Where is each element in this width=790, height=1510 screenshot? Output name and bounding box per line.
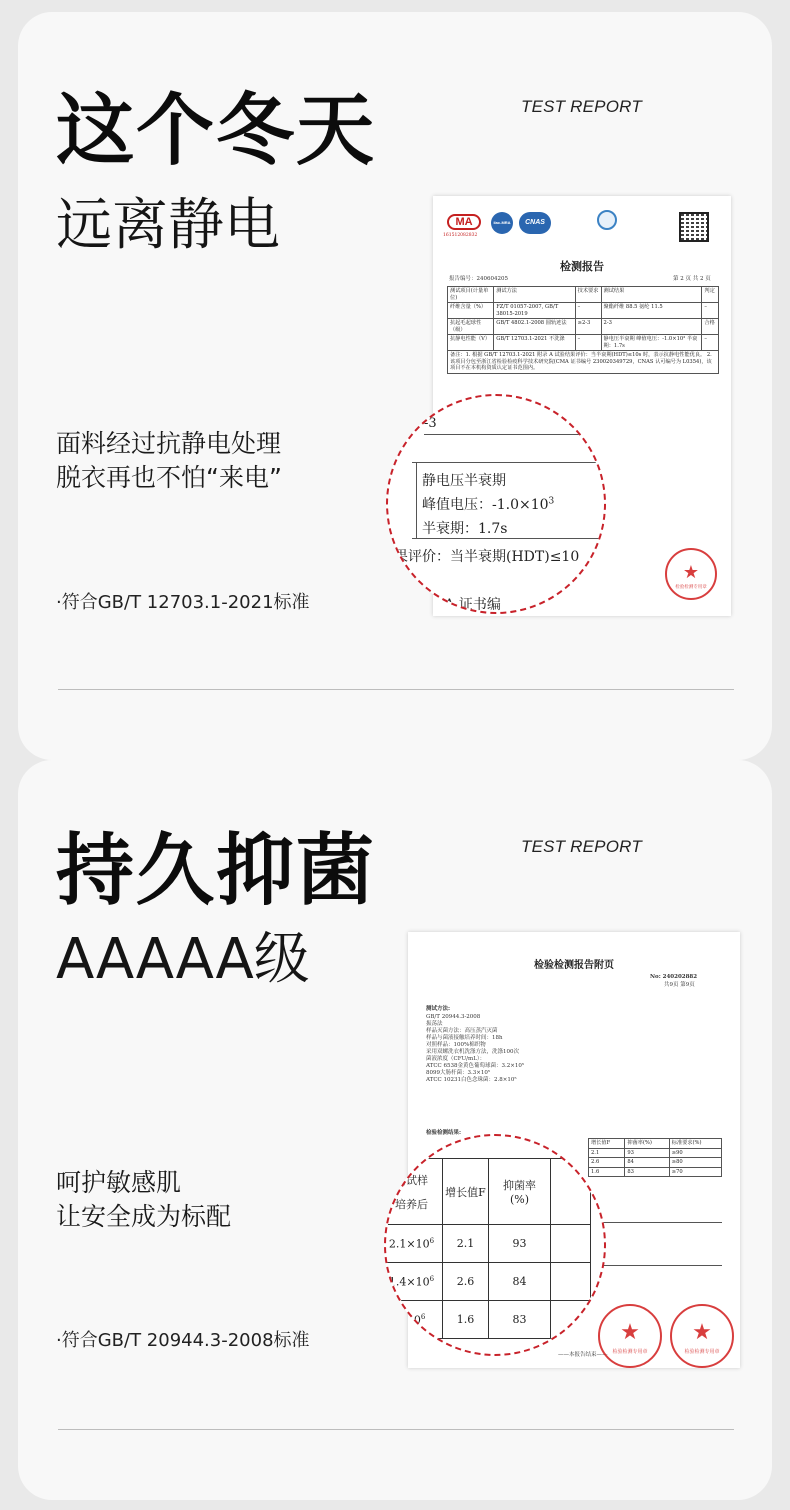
- cma-logo: MA: [447, 214, 481, 230]
- qr-code-icon: [679, 212, 709, 242]
- result-title: 检验检测结果:: [426, 1130, 462, 1136]
- test-report-label: TEST REPORT: [521, 837, 642, 856]
- method-line: ATCC 6538金黄色葡萄球菌：3.2×10⁵: [426, 1063, 525, 1069]
- method-line: 菌液浓度（CFU/mL）：: [426, 1056, 486, 1062]
- table-row: $\times 10^6$ 1.6 83: [384, 1301, 591, 1339]
- antistatic-description: [56, 427, 282, 495]
- table-header-row: [589, 1139, 722, 1149]
- inspection-stamp: [598, 1304, 662, 1368]
- antistatic-desc-line1: 面料经过抗静电处理: [56, 429, 282, 458]
- report-heading: 检验检测报告附页: [534, 960, 614, 971]
- antistatic-results-table: [447, 286, 719, 374]
- antibacterial-desc-line2: 让安全成为标配: [56, 1202, 232, 1231]
- method-line: 对照样品：100%棉织物: [426, 1042, 486, 1048]
- ilac-logo: ilac-MRA: [491, 212, 513, 234]
- certification-badge-icon: [597, 210, 617, 230]
- inspection-stamp-2: [670, 1304, 734, 1368]
- section-divider: [58, 1429, 734, 1430]
- table-row: $1.4\times 10^6$ 2.6 84: [384, 1263, 591, 1301]
- report-number: 报告编号：240604205: [449, 276, 508, 282]
- method-line: 振荡法: [426, 1021, 443, 1027]
- cnas-logo: CNAS: [519, 212, 551, 234]
- stamp-star-icon: ★: [682, 562, 700, 583]
- report-number: No: 240202882: [650, 974, 698, 980]
- table-header-cell: 抑菌率(%): [625, 1139, 669, 1149]
- zoom-line2: 峰值电压：$-1.0\times 10^3$: [422, 496, 555, 513]
- zoom-col3-unit: (%): [509, 1193, 530, 1206]
- antistatic-desc-line2: 脱衣再也不怕“来电”: [56, 463, 282, 492]
- antibacterial-title: 持久抑菌: [56, 826, 377, 916]
- table-header-cell: 技术要求: [575, 287, 601, 303]
- table-row: 1.6 83 ≥70: [589, 1167, 722, 1177]
- stamp-text: 检验检测专用章: [684, 1349, 720, 1355]
- zoom-col1-sub: 培养后: [395, 1197, 428, 1211]
- method-details: [426, 1014, 524, 1084]
- method-title: 测试方法:: [426, 1006, 451, 1012]
- table-notes-row: [448, 351, 719, 374]
- table-row: $2.1\times 10^6$ 2.1 93: [384, 1225, 591, 1263]
- table-row: 2.1 93 ≥90: [589, 1148, 722, 1158]
- antibacterial-description: [56, 1166, 231, 1234]
- table-row: 抗静电性能（V） GB/T 12703.1-2021 不洗涤 – 静电压半衰期 峰值电压：-1.0×10³ 半衰期：1.7s –: [448, 335, 719, 351]
- antistatic-title: 这个冬天: [56, 86, 377, 176]
- table-row: 抗起毛起球性（级） GB/T 4802.1-2008 圆轨迹法 ≥2-3 2-3 合格: [448, 319, 719, 335]
- method-line: 8099大肠杆菌：3.3×10⁵: [426, 1070, 491, 1076]
- zoom-col2-label: 增长值F: [443, 1159, 489, 1225]
- method-line: GB/T 20944.3-2008: [426, 1014, 481, 1020]
- inspection-stamp: [665, 548, 717, 600]
- report-page-info: 第 2 页 共 2 页: [673, 276, 711, 282]
- report-heading: 检测报告: [560, 260, 604, 273]
- stamp-star-icon: ★: [620, 1320, 640, 1345]
- method-line: 样品与菌液接触培养时间：18h: [426, 1035, 503, 1041]
- table-header-cell: 标准要求(%): [669, 1139, 721, 1149]
- report-footer: ——本报告结束——: [558, 1352, 608, 1358]
- test-report-label: TEST REPORT: [521, 97, 642, 116]
- cma-number: 161512082832: [443, 233, 478, 238]
- zoom-col3-label: 抑菌率: [503, 1179, 536, 1192]
- antibacterial-zoom-magnifier: [384, 1134, 606, 1356]
- method-line: 样品灭菌方法：高压蒸汽灭菌: [426, 1028, 498, 1034]
- method-line: ATCC 10231白色念珠菌：2.8×10⁵: [426, 1077, 517, 1083]
- section-antistatic: [18, 12, 772, 760]
- zoom-col1-label: 菌试样: [395, 1173, 428, 1187]
- stamp-text: 检验检测专用章: [675, 585, 707, 590]
- table-header-row: [448, 287, 719, 303]
- antistatic-standard: ·符合GB/T 12703.1-2021标准: [56, 592, 310, 613]
- table-header-cell: 测试结果: [601, 287, 702, 303]
- zoom-header-row: [384, 1159, 591, 1225]
- table-header-cell: 判定: [702, 287, 719, 303]
- antistatic-zoom-magnifier: [386, 394, 606, 614]
- method-line: 采用双螺洗衣机洗涤方法，洗涤100次: [426, 1049, 519, 1055]
- section-antibacterial: [18, 760, 772, 1500]
- zoom-line1: 静电压半衰期: [422, 473, 506, 489]
- stamp-text: 检验检测专用章: [612, 1349, 648, 1355]
- zoom-top-digit: -3: [424, 416, 437, 431]
- zoom-line3: 半衰期：1.7s: [422, 521, 508, 537]
- table-header-cell: 测试项目(计量单位): [448, 287, 494, 303]
- section-divider: [58, 689, 734, 690]
- antibacterial-desc-line1: 呵护敏感肌: [56, 1168, 182, 1197]
- zoom-line4: 果评价：当半衰期(HDT)≤10: [394, 549, 580, 565]
- table-notes: 备注：1. 根据 GB/T 12703.1-2021 附录 A 试验结果评价：当半衰期(HDT)≤10s 时，表示抗静电性能优良。 2. 该项目分包至浙江省检验检疫科学技术研究院(CMA 证书编号 230020349729，CNAS 认可编号为 L0354)，该项目不在本机构资质认定证书范围内。: [448, 351, 719, 374]
- report-page-info: 共9页 第9页: [664, 982, 695, 988]
- stamp-star-icon: ★: [692, 1320, 712, 1345]
- antibacterial-standard: ·符合GB/T 20944.3-2008标准: [56, 1330, 310, 1351]
- table-row: 2.6 84 ≥80: [589, 1158, 722, 1168]
- zoom-results-table: [384, 1158, 591, 1339]
- table-row: 纤维含量（%） FZ/T 01057-2007, GB/T 38015-2019 – 聚酯纤维 88.5 氨纶 11.5 –: [448, 303, 719, 319]
- antibacterial-subtitle: AAAAA级: [56, 927, 310, 992]
- table-header-cell: 增长值F: [589, 1139, 625, 1149]
- antistatic-subtitle: 远离静电: [56, 193, 280, 258]
- table-header-cell: 测试方法: [494, 287, 575, 303]
- zoom-line5: MA 证书编: [430, 597, 501, 613]
- antibacterial-results-table: [588, 1138, 722, 1177]
